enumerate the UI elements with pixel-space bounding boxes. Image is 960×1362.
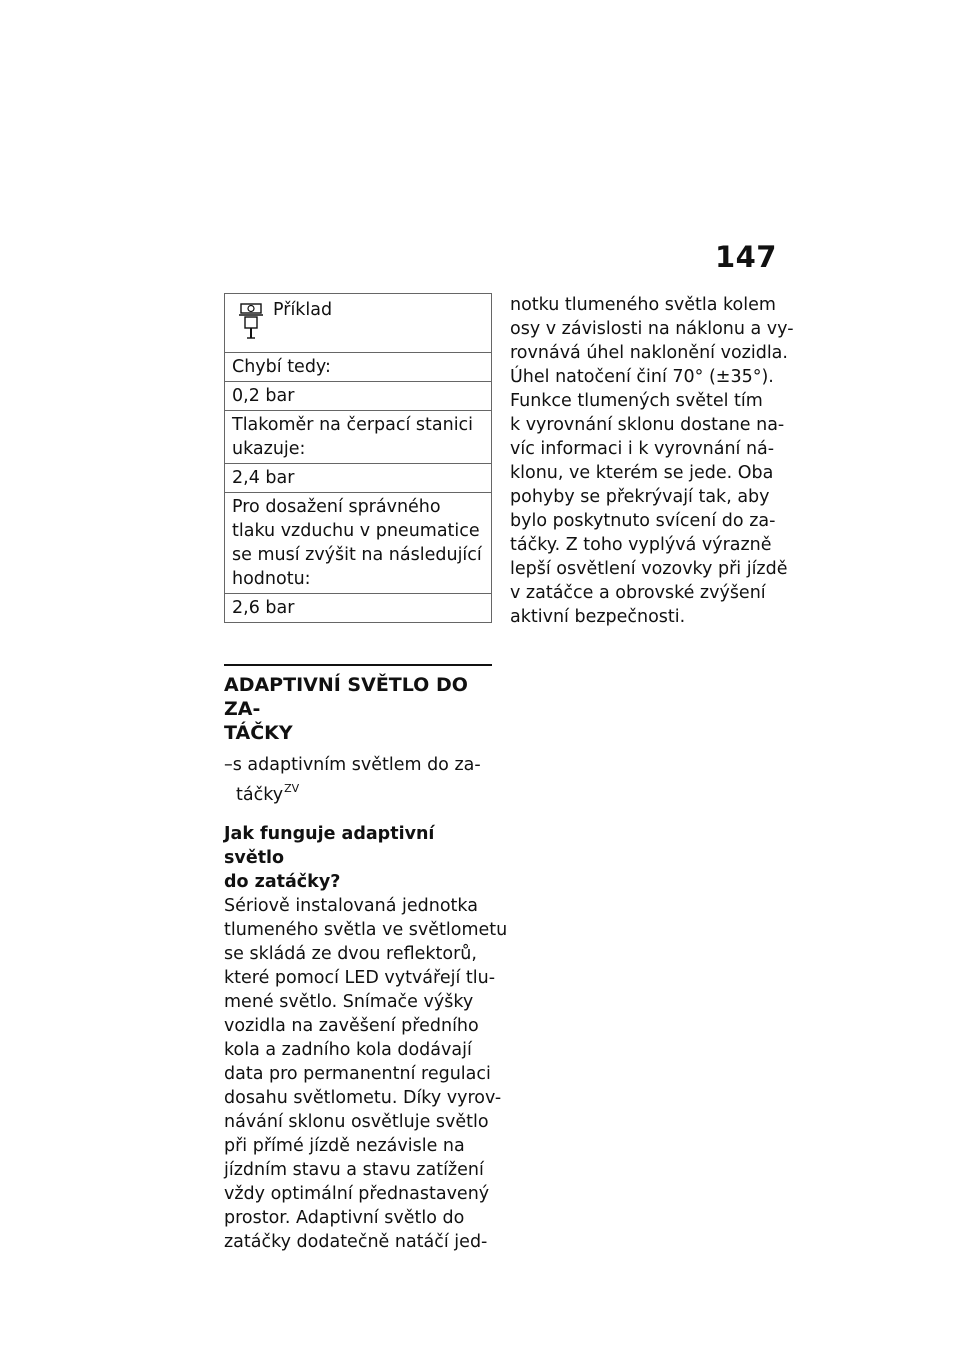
- text-line: kola a zadního kola dodávají: [224, 1040, 472, 1060]
- text-line: návání sklonu osvětluje světlo: [224, 1112, 489, 1132]
- text-line: zatáčky dodatečně natáčí jed-: [224, 1232, 488, 1252]
- example-title: Příklad: [273, 300, 333, 320]
- text-line: data pro permanentní regulaci: [224, 1064, 491, 1084]
- example-label-gauge: Tlakoměr na čerpací stanici ukazuje:: [225, 411, 491, 464]
- right-column: [510, 293, 794, 629]
- example-label-target: Pro dosažení správného tlaku vzduchu v pneumatice se musí zvýšit na následující hodnotu:: [225, 493, 491, 594]
- text-line: táčky. Z toho vyplývá výrazně: [510, 535, 772, 555]
- text-line: notku tlumeného světla kolem: [510, 295, 776, 315]
- example-value-gauge: 2,4 bar: [225, 464, 491, 493]
- text-line: Sériově instalovaná jednotka: [224, 896, 478, 916]
- text-line: při přímé jízdě nezávisle na: [224, 1136, 465, 1156]
- example-label-missing: Chybí tedy:: [225, 353, 491, 382]
- text-line: klonu, ve kterém se jede. Oba: [510, 463, 774, 483]
- page-number: 147: [714, 240, 777, 274]
- text-line: vozidla na zavěšení předního: [224, 1016, 479, 1036]
- example-box: [224, 293, 492, 623]
- text-line: osy v závislosti na náklonu a vy-: [510, 319, 794, 339]
- text-line: rovnává úhel naklonění vozidla.: [510, 343, 788, 363]
- example-value-missing: 0,2 bar: [225, 382, 491, 411]
- text-line: Funkce tlumených světel tím: [510, 391, 763, 411]
- example-header: [225, 294, 491, 353]
- text-line: dosahu světlometu. Díky vyrov-: [224, 1088, 502, 1108]
- sub-heading: Jak funguje adaptivní světlo do zatáčky?: [224, 824, 435, 892]
- text-line: které pomocí LED vytvářejí tlu-: [224, 968, 496, 988]
- section-divider: [224, 664, 492, 666]
- example-value-target: 2,6 bar: [225, 594, 491, 623]
- text-line: Úhel natočení činí 70° (±35°).: [510, 367, 774, 387]
- section-heading: ADAPTIVNÍ SVĚTLO DO ZA- TÁČKY: [224, 674, 468, 744]
- tire-pressure-gauge-icon: [239, 302, 263, 340]
- text-line: prostor. Adaptivní světlo do: [224, 1208, 465, 1228]
- left-column: [224, 293, 508, 1254]
- optional-equipment-marker: ZV: [284, 782, 300, 795]
- body-text-right: [510, 293, 794, 629]
- text-line: pohyby se překrývají tak, aby: [510, 487, 770, 507]
- text-line: mené světlo. Snímače výšky: [224, 992, 474, 1012]
- text-line: vždy optimální přednastavený: [224, 1184, 490, 1204]
- equipment-list-item: –s adaptivním světlem do za- táčky$^{ZV}$: [224, 755, 481, 805]
- body-text-left: [224, 894, 508, 1254]
- text-line: v zatáčce a obrovské zvýšení: [510, 583, 766, 603]
- text-line: se skládá ze dvou reflektorů,: [224, 944, 477, 964]
- text-line: víc informaci i k vyrovnání ná-: [510, 439, 775, 459]
- text-line: k vyrovnání sklonu dostane na-: [510, 415, 785, 435]
- text-line: lepší osvětlení vozovky při jízdě: [510, 559, 788, 579]
- text-line: aktivní bezpečnosti.: [510, 607, 686, 627]
- text-line: jízdním stavu a stavu zatížení: [224, 1160, 484, 1180]
- text-line: bylo poskytnuto svícení do za-: [510, 511, 776, 531]
- text-line: tlumeného světla ve světlometu: [224, 920, 508, 940]
